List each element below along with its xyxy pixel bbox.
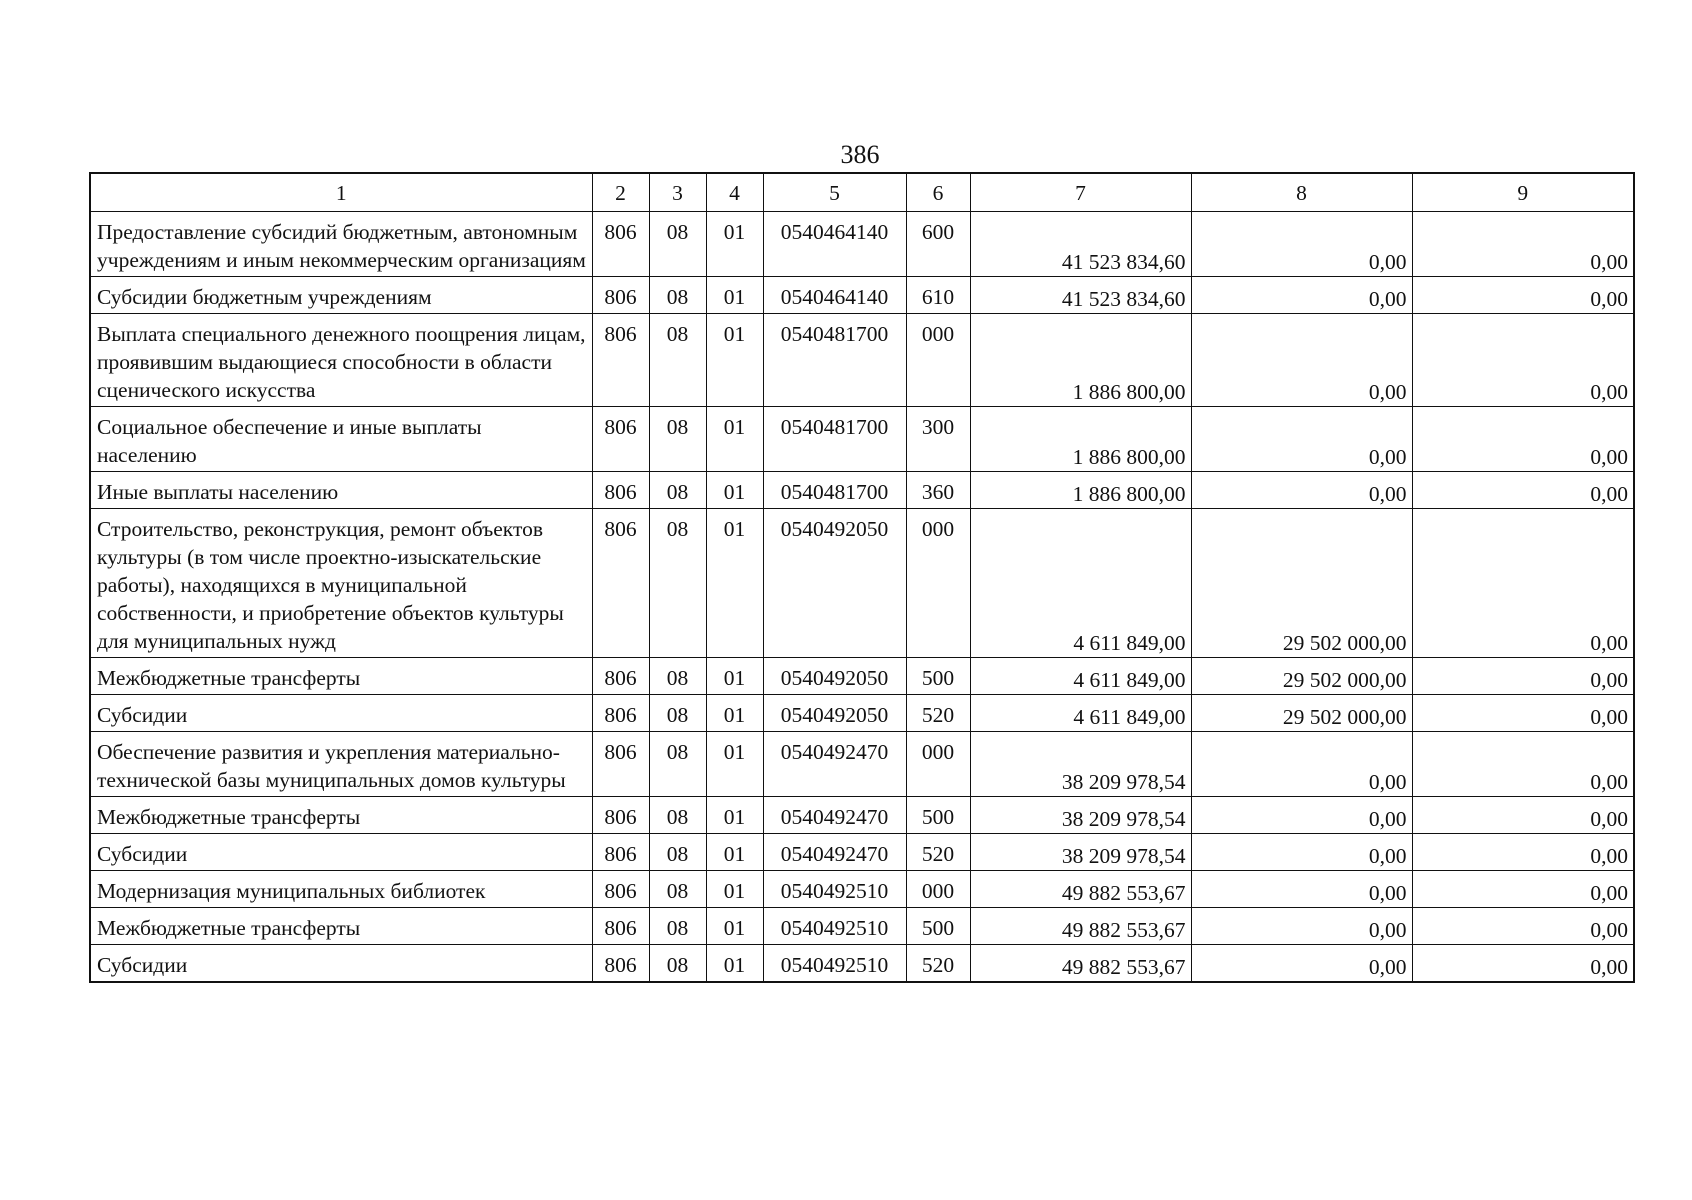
table-row <box>90 732 1634 797</box>
ministry-code: 806 <box>592 212 649 277</box>
ministry-code: 806 <box>592 945 649 983</box>
ministry-code: 806 <box>592 658 649 695</box>
amount-col-7: 4 611 849,00 <box>970 658 1191 695</box>
amount-col-7: 1 886 800,00 <box>970 472 1191 509</box>
amount-col-7: 4 611 849,00 <box>970 509 1191 658</box>
expense-name: Строительство, реконструкция, ремонт объектов культуры (в том числе проектно-изыскательские работы), находящихся в муниципальной собственности, и приобретение объектов культуры для муниципальных нужд <box>90 509 592 658</box>
section-code: 08 <box>649 732 706 797</box>
amount-col-7: 38 209 978,54 <box>970 797 1191 834</box>
ministry-code: 806 <box>592 314 649 407</box>
expense-type-code: 520 <box>906 945 970 983</box>
amount-col-9: 0,00 <box>1412 472 1634 509</box>
section-code: 08 <box>649 407 706 472</box>
subsection-code: 01 <box>706 908 763 945</box>
target-article-code: 0540492470 <box>763 834 906 871</box>
column-header-8: 8 <box>1191 173 1412 212</box>
table-row <box>90 212 1634 277</box>
amount-col-9: 0,00 <box>1412 908 1634 945</box>
amount-col-7: 1 886 800,00 <box>970 314 1191 407</box>
ministry-code: 806 <box>592 509 649 658</box>
section-code: 08 <box>649 658 706 695</box>
expense-name: Модернизация муниципальных библиотек <box>90 871 592 908</box>
amount-col-9: 0,00 <box>1412 732 1634 797</box>
subsection-code: 01 <box>706 407 763 472</box>
target-article-code: 0540492050 <box>763 695 906 732</box>
expense-name: Предоставление субсидий бюджетным, автономным учреждениям и иным некоммерческим организациям <box>90 212 592 277</box>
expense-type-code: 520 <box>906 834 970 871</box>
table-header <box>90 173 1634 212</box>
target-article-code: 0540464140 <box>763 277 906 314</box>
amount-col-8: 0,00 <box>1191 908 1412 945</box>
section-code: 08 <box>649 871 706 908</box>
amount-col-8: 0,00 <box>1191 797 1412 834</box>
expense-name: Субсидии бюджетным учреждениям <box>90 277 592 314</box>
amount-col-9: 0,00 <box>1412 658 1634 695</box>
amount-col-8: 0,00 <box>1191 472 1412 509</box>
subsection-code: 01 <box>706 834 763 871</box>
amount-col-8: 0,00 <box>1191 212 1412 277</box>
table-row <box>90 945 1634 983</box>
amount-col-8: 0,00 <box>1191 732 1412 797</box>
section-code: 08 <box>649 834 706 871</box>
subsection-code: 01 <box>706 472 763 509</box>
target-article-code: 0540492470 <box>763 732 906 797</box>
expense-name: Субсидии <box>90 945 592 983</box>
amount-col-8: 0,00 <box>1191 945 1412 983</box>
amount-col-8: 29 502 000,00 <box>1191 695 1412 732</box>
column-header-6: 6 <box>906 173 970 212</box>
section-code: 08 <box>649 472 706 509</box>
amount-col-7: 38 209 978,54 <box>970 834 1191 871</box>
section-code: 08 <box>649 277 706 314</box>
amount-col-8: 0,00 <box>1191 277 1412 314</box>
section-code: 08 <box>649 212 706 277</box>
section-code: 08 <box>649 908 706 945</box>
ministry-code: 806 <box>592 908 649 945</box>
amount-col-8: 29 502 000,00 <box>1191 509 1412 658</box>
page-number: 386 <box>840 140 880 169</box>
amount-col-9: 0,00 <box>1412 277 1634 314</box>
table-row <box>90 314 1634 407</box>
target-article-code: 0540492050 <box>763 658 906 695</box>
expense-name: Субсидии <box>90 834 592 871</box>
table-row <box>90 658 1634 695</box>
subsection-code: 01 <box>706 945 763 983</box>
section-code: 08 <box>649 695 706 732</box>
expense-name: Иные выплаты населению <box>90 472 592 509</box>
table-row <box>90 277 1634 314</box>
column-header-1: 1 <box>90 173 592 212</box>
subsection-code: 01 <box>706 509 763 658</box>
amount-col-8: 0,00 <box>1191 407 1412 472</box>
ministry-code: 806 <box>592 834 649 871</box>
subsection-code: 01 <box>706 277 763 314</box>
target-article-code: 0540492510 <box>763 908 906 945</box>
target-article-code: 0540492510 <box>763 871 906 908</box>
amount-col-9: 0,00 <box>1412 945 1634 983</box>
amount-col-8: 0,00 <box>1191 871 1412 908</box>
amount-col-7: 41 523 834,60 <box>970 212 1191 277</box>
column-header-2: 2 <box>592 173 649 212</box>
amount-col-7: 4 611 849,00 <box>970 695 1191 732</box>
expense-type-code: 600 <box>906 212 970 277</box>
amount-col-7: 41 523 834,60 <box>970 277 1191 314</box>
expense-name: Межбюджетные трансферты <box>90 658 592 695</box>
amount-col-8: 0,00 <box>1191 834 1412 871</box>
amount-col-7: 49 882 553,67 <box>970 908 1191 945</box>
column-header-3: 3 <box>649 173 706 212</box>
amount-col-8: 0,00 <box>1191 314 1412 407</box>
subsection-code: 01 <box>706 314 763 407</box>
section-code: 08 <box>649 314 706 407</box>
table-row <box>90 834 1634 871</box>
header-row <box>90 173 1634 212</box>
target-article-code: 0540481700 <box>763 472 906 509</box>
expense-name: Социальное обеспечение и иные выплаты населению <box>90 407 592 472</box>
subsection-code: 01 <box>706 658 763 695</box>
amount-col-9: 0,00 <box>1412 797 1634 834</box>
target-article-code: 0540481700 <box>763 314 906 407</box>
amount-col-7: 49 882 553,67 <box>970 871 1191 908</box>
table-body <box>90 212 1634 983</box>
target-article-code: 0540464140 <box>763 212 906 277</box>
expense-name: Обеспечение развития и укрепления материально-технической базы муниципальных домов культуры <box>90 732 592 797</box>
expense-name: Межбюджетные трансферты <box>90 908 592 945</box>
amount-col-7: 1 886 800,00 <box>970 407 1191 472</box>
section-code: 08 <box>649 509 706 658</box>
section-code: 08 <box>649 945 706 983</box>
ministry-code: 806 <box>592 797 649 834</box>
expense-name: Межбюджетные трансферты <box>90 797 592 834</box>
table-row <box>90 871 1634 908</box>
expense-type-code: 520 <box>906 695 970 732</box>
expense-type-code: 000 <box>906 732 970 797</box>
ministry-code: 806 <box>592 407 649 472</box>
expense-type-code: 500 <box>906 658 970 695</box>
column-header-9: 9 <box>1412 173 1634 212</box>
table-row <box>90 797 1634 834</box>
subsection-code: 01 <box>706 871 763 908</box>
table-row <box>90 509 1634 658</box>
expense-type-code: 360 <box>906 472 970 509</box>
ministry-code: 806 <box>592 871 649 908</box>
subsection-code: 01 <box>706 797 763 834</box>
table-row <box>90 695 1634 732</box>
amount-col-7: 49 882 553,67 <box>970 945 1191 983</box>
expense-type-code: 000 <box>906 314 970 407</box>
column-header-4: 4 <box>706 173 763 212</box>
amount-col-7: 38 209 978,54 <box>970 732 1191 797</box>
ministry-code: 806 <box>592 277 649 314</box>
subsection-code: 01 <box>706 732 763 797</box>
column-header-5: 5 <box>763 173 906 212</box>
table-row <box>90 472 1634 509</box>
ministry-code: 806 <box>592 472 649 509</box>
amount-col-9: 0,00 <box>1412 212 1634 277</box>
amount-col-9: 0,00 <box>1412 314 1634 407</box>
column-header-7: 7 <box>970 173 1191 212</box>
expense-type-code: 610 <box>906 277 970 314</box>
section-code: 08 <box>649 797 706 834</box>
expense-name: Субсидии <box>90 695 592 732</box>
amount-col-9: 0,00 <box>1412 695 1634 732</box>
target-article-code: 0540481700 <box>763 407 906 472</box>
expense-type-code: 500 <box>906 908 970 945</box>
expense-name: Выплата специального денежного поощрения лицам, проявившим выдающиеся способности в области сценического искусства <box>90 314 592 407</box>
ministry-code: 806 <box>592 695 649 732</box>
target-article-code: 0540492510 <box>763 945 906 983</box>
amount-col-9: 0,00 <box>1412 834 1634 871</box>
subsection-code: 01 <box>706 212 763 277</box>
expense-type-code: 000 <box>906 871 970 908</box>
budget-table <box>89 172 1635 983</box>
target-article-code: 0540492050 <box>763 509 906 658</box>
amount-col-9: 0,00 <box>1412 871 1634 908</box>
target-article-code: 0540492470 <box>763 797 906 834</box>
amount-col-8: 29 502 000,00 <box>1191 658 1412 695</box>
subsection-code: 01 <box>706 695 763 732</box>
expense-type-code: 000 <box>906 509 970 658</box>
expense-type-code: 500 <box>906 797 970 834</box>
amount-col-9: 0,00 <box>1412 407 1634 472</box>
amount-col-9: 0,00 <box>1412 509 1634 658</box>
ministry-code: 806 <box>592 732 649 797</box>
expense-type-code: 300 <box>906 407 970 472</box>
table-row <box>90 908 1634 945</box>
table-row <box>90 407 1634 472</box>
